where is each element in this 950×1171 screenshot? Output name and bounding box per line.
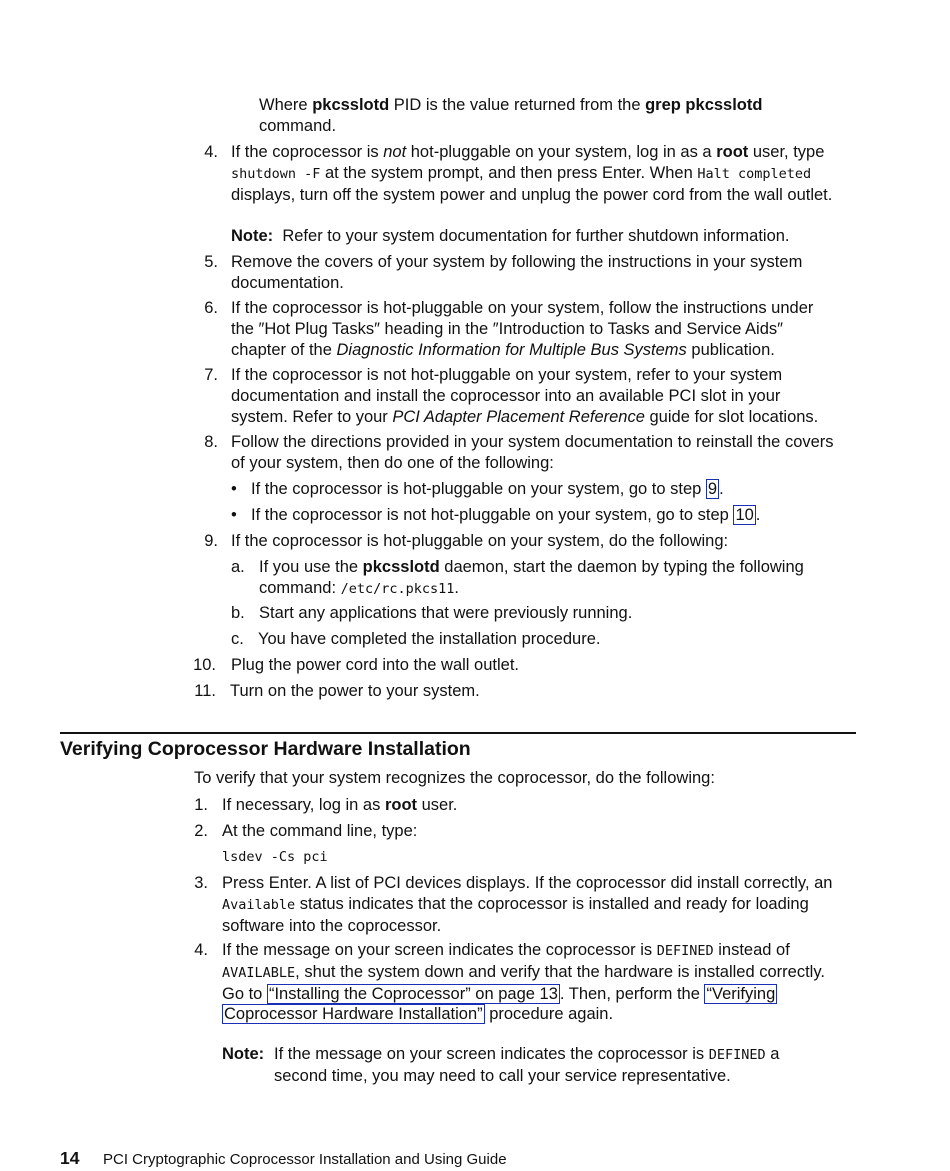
step-7-text: If the coprocessor is not hot-pluggable on your system, refer to your system documentation and install the coprocessor into an available PCI slot in your system. Refer to your PCI Adapter Placement Reference guide for slot locations. xyxy=(231,366,819,426)
step-number: 8. xyxy=(204,433,218,451)
substep-b-text: Start any applications that were previously running. xyxy=(259,604,633,622)
continuation-text: Where pkcsslotd PID is the value returned from the grep pkcsslotd command. xyxy=(259,96,763,135)
command-code: lsdev -Cs pci xyxy=(222,849,328,865)
note-text: If the message on your screen indicates the coprocessor is DEFINED a second time, you may need to call your service representative. xyxy=(274,1045,780,1085)
substep-a-text: If you use the pkcsslotd daemon, start the daemon by typing the following command: /etc/rc.pkcs11. xyxy=(259,558,804,597)
step-4-text: If the coprocessor is not hot-pluggable on your system, log in as a root user, type shutdown -F at the system prompt, and then press Enter. When Halt completed displays, turn off the system power and unplug the power cord from the wall outlet. xyxy=(231,143,833,204)
verify-step-2-text: At the command line, type: xyxy=(222,822,418,840)
step-number: 4. xyxy=(204,143,218,161)
step-9-text: If the coprocessor is hot-pluggable on your system, do the following: xyxy=(231,532,729,550)
bullet-icon: • xyxy=(231,506,237,524)
bullet-item-not-hot: If the coprocessor is not hot-pluggable on your system, go to step 10 . xyxy=(251,506,761,524)
link-step-10[interactable]: 10 xyxy=(735,506,754,524)
step-number: 2. xyxy=(194,822,208,840)
step-number: 10. xyxy=(193,656,216,674)
substep-letter: a. xyxy=(231,558,245,576)
link-installing-coprocessor[interactable]: “Installing the Coprocessor” on page 13 xyxy=(268,984,558,1003)
section-intro: To verify that your system recognizes the coprocessor, do the following: xyxy=(194,769,715,787)
step-number: 3. xyxy=(194,874,208,892)
link-verifying-installation[interactable]: “Verifying xyxy=(706,984,776,1003)
step-number: 9. xyxy=(204,532,218,550)
step-11-text: Turn on the power to your system. xyxy=(230,682,480,700)
step-number: 7. xyxy=(204,366,218,384)
note-shutdown: Note: Refer to your system documentation for further shutdown information. xyxy=(231,227,790,245)
step-number: 1. xyxy=(194,796,208,814)
verify-step-3-text: Press Enter. A list of PCI devices displays. If the coprocessor did install correctly, an Available status indicates that the coprocessor is installed and ready for loading software into the coprocessor. xyxy=(222,874,833,935)
page-number: 14 xyxy=(60,1148,80,1168)
step-8-text: Follow the directions provided in your system documentation to reinstall the covers of your system, then do one of the following: xyxy=(231,433,834,472)
bullet-item-hot: If the coprocessor is hot-pluggable on your system, go to step 9 . xyxy=(251,480,724,498)
verify-step-4-text: If the message on your screen indicates the coprocessor is DEFINED instead of AVAILABLE, shut the system down and verify that the hardware is installed correctly. Go to “Installing the Coprocessor” on page 13 . Then, perform the “Verifying Coprocessor Hardware Installation” procedure again. xyxy=(222,941,825,1024)
step-number: 4. xyxy=(194,941,208,959)
substep-letter: c. xyxy=(231,630,244,648)
step-number: 5. xyxy=(204,253,218,271)
step-number: 11. xyxy=(194,682,216,700)
link-step-9[interactable]: 9 xyxy=(707,480,718,498)
step-5-text: Remove the covers of your system by following the instructions in your system documentation. xyxy=(231,253,803,292)
substep-c-text: You have completed the installation procedure. xyxy=(258,630,601,648)
step-6-text: If the coprocessor is hot-pluggable on your system, follow the instructions under the ″Hot Plug Tasks″ heading in the ″Introduction to Tasks and Service Aids″ chapter of the Diagnostic Information for Multiple Bus Systems publication. xyxy=(231,299,814,359)
note-label: Note: xyxy=(222,1045,265,1063)
section-divider xyxy=(60,732,856,734)
step-10-text: Plug the power cord into the wall outlet. xyxy=(231,656,520,674)
section-heading: Verifying Coprocessor Hardware Installation xyxy=(60,738,471,760)
verify-step-1-text: If necessary, log in as root user. xyxy=(222,796,458,814)
substep-letter: b. xyxy=(231,604,245,622)
bullet-icon: • xyxy=(231,480,237,498)
footer-title: PCI Cryptographic Coprocessor Installation and Using Guide xyxy=(103,1151,507,1168)
link-verifying-installation[interactable]: Coprocessor Hardware Installation” xyxy=(224,1005,483,1024)
step-number: 6. xyxy=(204,299,218,317)
